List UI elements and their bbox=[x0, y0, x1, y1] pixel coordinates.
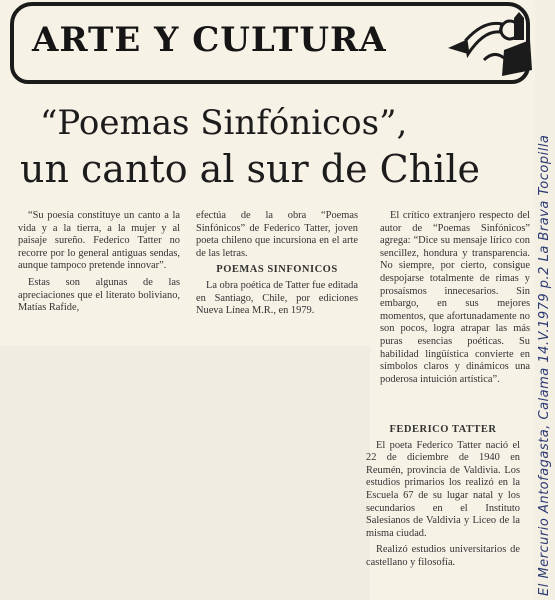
headline-line-1: “Poemas Sinfónicos”, bbox=[40, 103, 408, 143]
blank-paper-area bbox=[0, 346, 370, 600]
section-title: ARTE Y CULTURA bbox=[32, 20, 387, 60]
handwritten-annotation bbox=[537, 0, 555, 600]
article-column-2 bbox=[196, 210, 358, 322]
handwritten-source-note: El Mercurio Antofagasta, Calama 14.V.1979 p.2 La Brava Tocopilla bbox=[537, 134, 552, 596]
article-headline bbox=[20, 102, 520, 194]
article-column-3-continued bbox=[366, 422, 520, 574]
paragraph: Realizó estudios universitarios de castellano y filosofía. bbox=[366, 544, 520, 568]
paragraph: Estas son algunas de las apreciaciones que el literato boliviano, Matías Rafide, bbox=[18, 276, 180, 314]
article-column-1 bbox=[18, 210, 180, 319]
section-banner bbox=[10, 2, 530, 84]
headline-line-2: un canto al sur de Chile bbox=[20, 147, 481, 191]
paragraph: efectúa de la obra “Poemas Sinfónicos” de Federico Tatter, joven poeta chileno que incursiona en el arte de las letras. bbox=[196, 210, 358, 259]
paragraph: “Su poesía constituye un canto a la vida y a la tierra, a la mujer y al paisaje sureño. Federico Tatter no recorre por lo general antiguas sendas, aunque tampoco pretende innovar”. bbox=[18, 210, 180, 272]
subheading: FEDERICO TATTER bbox=[389, 424, 497, 435]
paragraph: El poeta Federico Tatter nació el 22 de diciembre de 1940 en Reumén, provincia de Valdivia. Los estudios primarios los realizó en la Escuela 67 de su lugar natal y los secundarios en el Instituto Salesianos de Valdivia y Liceo de la misma ciudad. bbox=[366, 439, 520, 539]
paragraph: El crítico extranjero respecto del autor de “Poemas Sinfónicos” agrega: “Dice su mensaje lírico con sencillez, hondura y transparencia. No siempre, por cierto, consigue despojarse totalmente de rimas y prosaísmos innecesarios. Sin embargo, en sus mejores momentos, que afortunadamente no son pocos, logra atrapar las más puras esencias poéticas. Su habilidad lingüística convierte en símbolos claros y dinámicos una poderosa intuición artística”. bbox=[380, 210, 530, 385]
article-column-3 bbox=[380, 210, 530, 390]
paragraph: La obra poética de Tatter fue editada en Santiago, Chile, por ediciones Nueva Línea M.R., en 1979. bbox=[196, 279, 358, 317]
music-instruments-icon bbox=[444, 10, 536, 82]
subheading: POEMAS SINFONICOS bbox=[216, 264, 338, 276]
